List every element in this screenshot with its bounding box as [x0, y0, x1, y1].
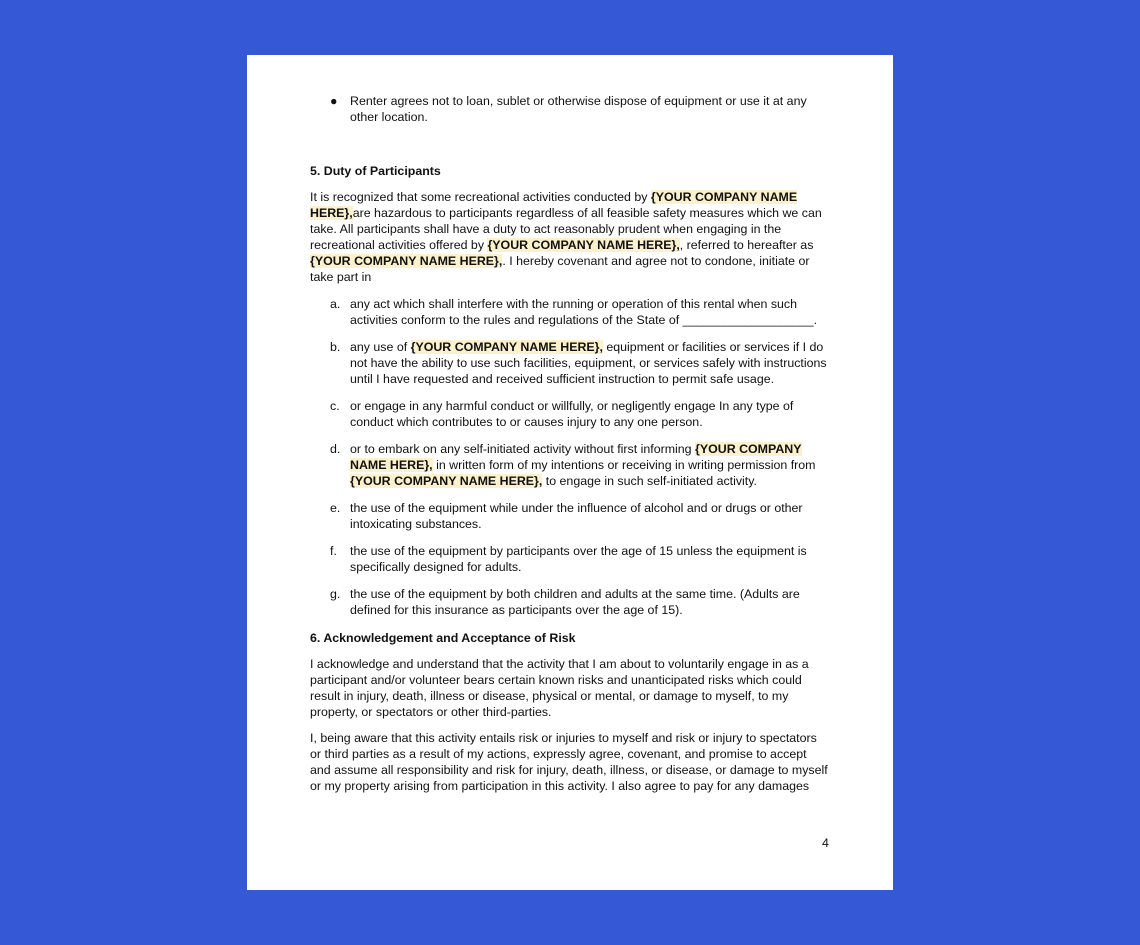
risk-paragraph-1: I acknowledge and understand that the activity that I am about to voluntarily engage in as a participant and/or volunteer bears certain known risks and unanticipated risks which could result in injury, death, illness or disease, physical or mental, or damage to myself, to my property, or spectators or other third-parties. [310, 657, 809, 719]
company-name-placeholder: {YOUR COMPANY NAME HERE}, [487, 238, 680, 252]
risk-paragraph-2: I, being aware that this activity entails risk or injuries to myself and risk or injury to spectators or third parties as a result of my actions, expressly agree, covenant, and promise to accept and assume all responsibility and risk for injury, death, illness, or disease, or damage to myself or my property arising from participation in this activity. I also agree to pay for any damages [310, 731, 828, 793]
list-item: b. any use of {YOUR COMPANY NAME HERE}, equipment or facilities or services if I do not have the ability to use such facilities, equipment, or services safely with instructions until I have requested and received sufficient instruction to permit safe usage. [330, 340, 827, 386]
company-name-placeholder: {YOUR COMPANY NAME HERE}, [350, 474, 543, 488]
list-item: g. the use of the equipment by both children and adults at the same time. (Adults are defined for this insurance as participants over the age of 15). [330, 587, 800, 617]
bullet-text: Renter agrees not to loan, sublet or otherwise dispose of equipment or use it at any other location. [350, 94, 807, 124]
list-item: d. or to embark on any self-initiated activity without first informing {YOUR COMPANY NAME HERE}, in written form of my intentions or receiving in writing permission from {YOUR COMPANY NAME HERE}, to engage in such self-initiated activity. [330, 442, 816, 488]
bullet-item [310, 93, 830, 125]
company-name-placeholder: {YOUR COMPANY NAME HERE}, [310, 190, 798, 220]
document-page [247, 55, 893, 890]
duty-paragraph: It is recognized that some recreational activities conducted by {YOUR COMPANY NAME HERE},are hazardous to participants regardless of all feasible safety measures which we can take. All participants shall have a duty to act reasonably prudent when engaging in the recreational activities offered by {YOUR COMPANY NAME HERE},, referred to hereafter as {YOUR COMPANY NAME HERE},. I hereby covenant and agree not to condone, initiate or take part in [310, 190, 822, 284]
prohibited-activities-list [310, 296, 830, 618]
list-item: a. any act which shall interfere with the running or operation of this rental when such activities conform to the rules and regulations of the State of ___________________. [330, 297, 818, 327]
list-item: c. or engage in any harmful conduct or willfully, or negligently engage In any type of conduct which contributes to or causes injury to any one person. [330, 399, 794, 429]
page-content [310, 93, 830, 794]
company-name-placeholder: {YOUR COMPANY NAME HERE}, [410, 340, 603, 354]
company-name-placeholder: {YOUR COMPANY NAME HERE}, [310, 254, 503, 268]
list-item: f. the use of the equipment by participants over the age of 15 unless the equipment is specifically designed for adults. [330, 544, 807, 574]
company-name-placeholder: {YOUR COMPANY NAME HERE}, [350, 442, 802, 472]
section-heading-risk: 6. Acknowledgement and Acceptance of Risk [310, 631, 576, 645]
list-item: e. the use of the equipment while under the influence of alcohol and or drugs or other intoxicating substances. [330, 501, 803, 531]
bullet-dot: ● [330, 94, 338, 108]
page-number: 4 [822, 836, 829, 850]
section-heading-duty: 5. Duty of Participants [310, 164, 441, 178]
